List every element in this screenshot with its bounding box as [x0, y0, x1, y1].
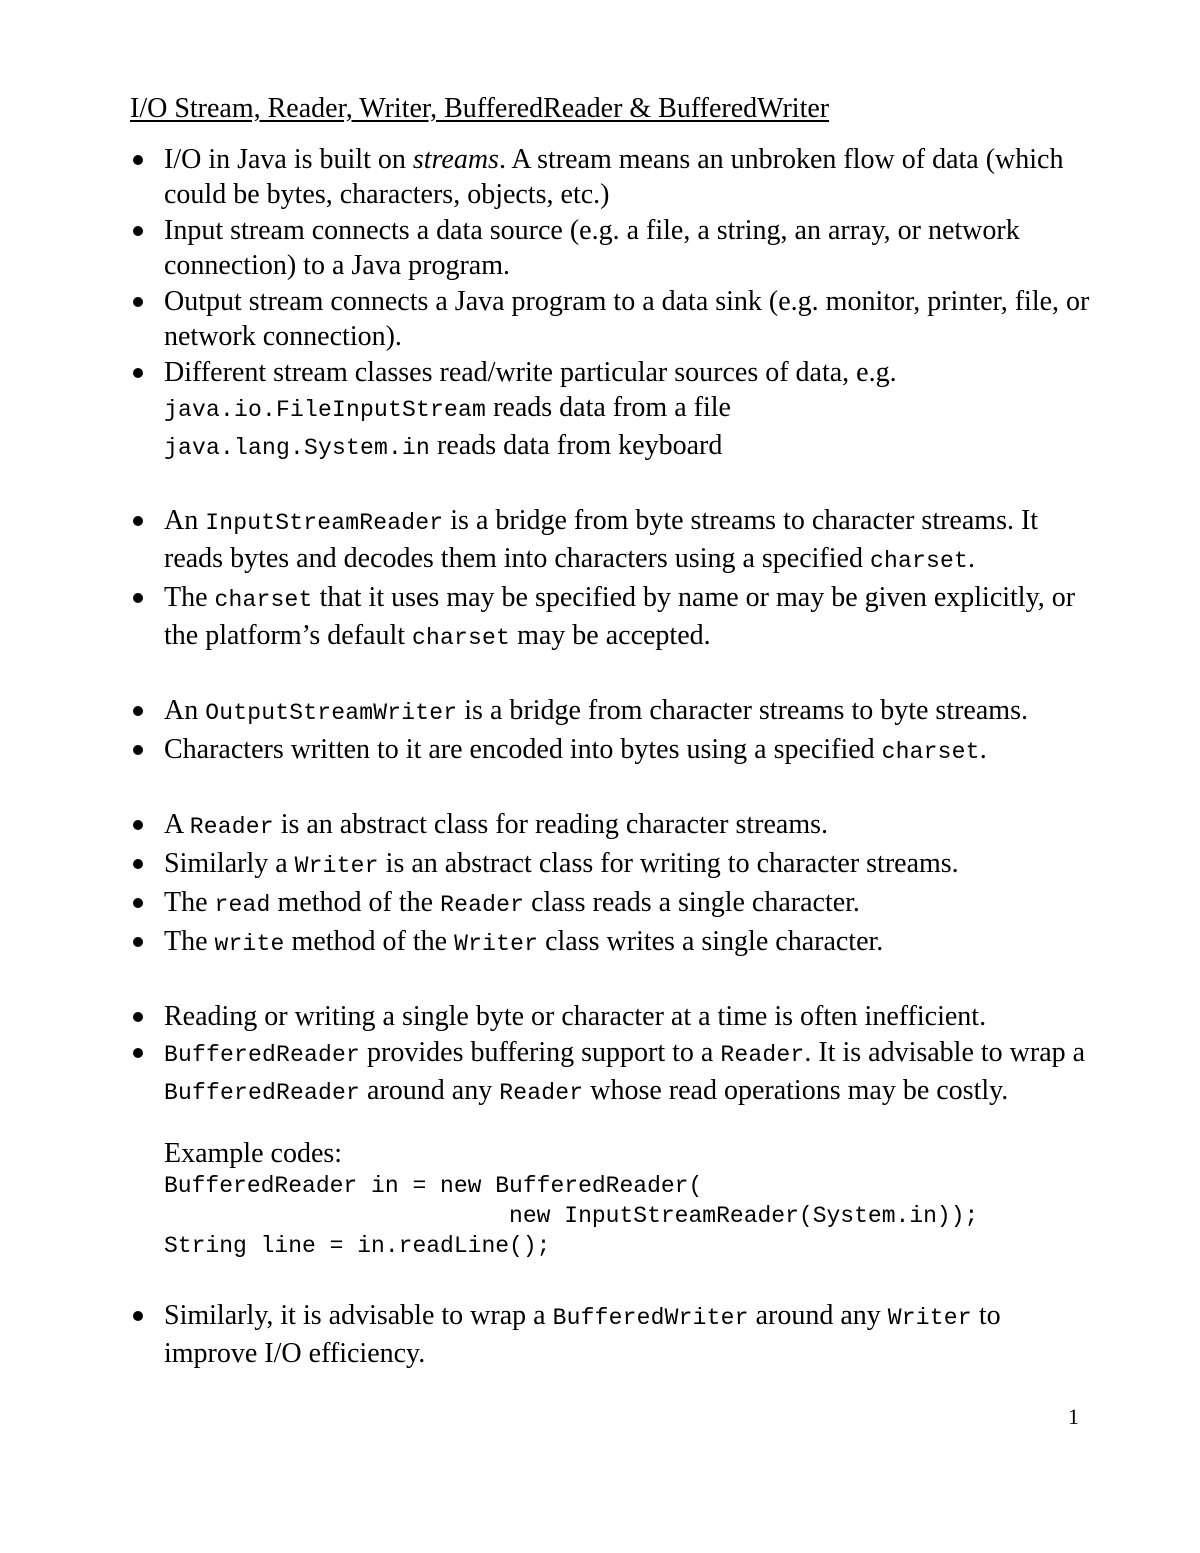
page-number: 1 — [1068, 1404, 1079, 1429]
bullet-charset: The charset that it uses may be specified by name or may be given explicitly, or the platform’s default charset may be accepted. — [130, 580, 1090, 656]
bullet-outputstreamwriter: An OutputStreamWriter is a bridge from character streams to byte streams. — [130, 693, 1090, 731]
bullet-writer: Similarly a Writer is an abstract class for writing to character streams. — [130, 846, 1090, 884]
bullet-reader: A Reader is an abstract class for reading character streams. — [130, 807, 1090, 845]
bullet-dot — [133, 1311, 143, 1321]
code-line-2: new InputStreamReader(System.in)); — [164, 1203, 979, 1229]
example-line: java.io.FileInputStream reads data from a file — [164, 392, 731, 423]
page-title: I/O Stream, Reader, Writer, BufferedReader & BufferedWriter — [130, 93, 830, 124]
bullet-stream-classes: Different stream classes read/write particular sources of data, e.g. java.io.FileInputStream reads data from a file java.lang.System.in reads data from keyboard — [130, 355, 1090, 466]
bullet-read-method: The read method of the Reader class reads a single character. — [130, 885, 1090, 923]
bullet-dot — [133, 1048, 143, 1058]
bullet-dot — [133, 820, 143, 830]
bullet-bufferedwriter: Similarly, it is advisable to wrap a BufferedWriter around any Writer to improve I/O efficiency. — [130, 1298, 1090, 1371]
bullet-dot — [133, 516, 143, 526]
code-line-3: String line = in.readLine(); — [164, 1233, 551, 1259]
bullet-streams: I/O in Java is built on streams. A stream means an unbroken flow of data (which could be bytes, characters, objects, etc.) — [130, 142, 1090, 212]
bullet-list — [130, 142, 1090, 1372]
bullet-dot — [133, 226, 143, 236]
example-label: Example codes: — [164, 1138, 343, 1169]
bullet-dot — [133, 745, 143, 755]
bullet-encoded: Characters written to it are encoded into bytes using a specified charset. — [130, 732, 1090, 770]
example-line: java.lang.System.in reads data from keyboard — [164, 430, 723, 461]
bullet-inefficient: Reading or writing a single byte or character at a time is often inefficient. — [130, 999, 1090, 1034]
bullet-dot — [133, 937, 143, 947]
code-line-1: BufferedReader in = new BufferedReader( — [164, 1173, 703, 1199]
bullet-output-stream: Output stream connects a Java program to a data sink (e.g. monitor, printer, file, or network connection). — [130, 284, 1090, 354]
bullet-dot — [133, 859, 143, 869]
bullet-dot — [133, 1012, 143, 1022]
bullet-dot — [133, 593, 143, 603]
bullet-bufferedreader: BufferedReader provides buffering support to a Reader. It is advisable to wrap a BufferedReader around any Reader whose read operations may be costly. — [130, 1035, 1090, 1111]
bullet-write-method: The write method of the Writer class writes a single character. — [130, 924, 1090, 962]
bullet-dot — [133, 155, 143, 165]
bullet-dot — [133, 368, 143, 378]
bullet-dot — [133, 297, 143, 307]
bullet-inputstreamreader: An InputStreamReader is a bridge from byte streams to character streams. It reads bytes and decodes them into characters using a specified charset. — [130, 503, 1090, 579]
bullet-dot — [133, 898, 143, 908]
bullet-dot — [133, 706, 143, 716]
bullet-input-stream: Input stream connects a data source (e.g. a file, a string, an array, or network connection) to a Java program. — [130, 213, 1090, 283]
example-section — [130, 1136, 1090, 1261]
